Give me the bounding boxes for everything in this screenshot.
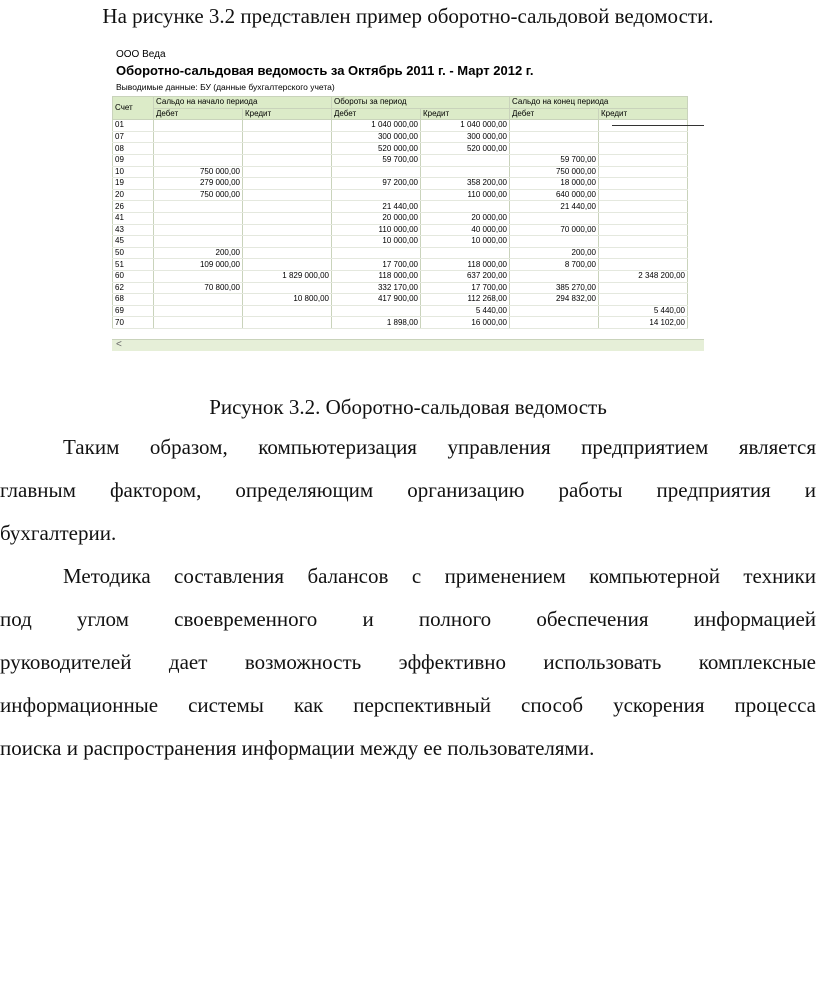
amount-cell[interactable]: 640 000,00: [510, 189, 599, 201]
amount-cell[interactable]: [243, 143, 332, 155]
account-cell[interactable]: 51: [113, 259, 154, 271]
header-turnover-debit[interactable]: Дебет: [332, 108, 421, 120]
amount-cell[interactable]: 294 832,00: [510, 294, 599, 306]
header-closing-balance[interactable]: Сальдо на конец периода: [510, 97, 688, 109]
table-row[interactable]: [113, 120, 688, 132]
header-closing-credit[interactable]: Кредит: [599, 108, 688, 120]
amount-cell[interactable]: 110 000,00: [332, 224, 421, 236]
amount-cell[interactable]: [599, 154, 688, 166]
scroll-left-icon[interactable]: <: [116, 339, 122, 350]
amount-cell[interactable]: [243, 131, 332, 143]
table-row[interactable]: [113, 236, 688, 248]
amount-cell[interactable]: [154, 131, 243, 143]
account-cell[interactable]: 09: [113, 154, 154, 166]
amount-cell[interactable]: 5 440,00: [599, 305, 688, 317]
amount-cell[interactable]: [599, 236, 688, 248]
amount-cell[interactable]: 10 800,00: [243, 294, 332, 306]
header-opening-debit[interactable]: Дебет: [154, 108, 243, 120]
amount-cell[interactable]: [154, 236, 243, 248]
amount-cell[interactable]: 750 000,00: [154, 189, 243, 201]
amount-cell[interactable]: [332, 189, 421, 201]
amount-cell[interactable]: [510, 131, 599, 143]
amount-cell[interactable]: [243, 282, 332, 294]
amount-cell[interactable]: 14 102,00: [599, 317, 688, 329]
amount-cell[interactable]: 70 800,00: [154, 282, 243, 294]
paragraph-2-line-1: Методика составления балансов с применением компьютерной техники: [63, 564, 816, 588]
amount-cell[interactable]: [599, 282, 688, 294]
amount-cell[interactable]: 59 700,00: [332, 154, 421, 166]
table-row[interactable]: [113, 247, 688, 259]
amount-cell[interactable]: [154, 212, 243, 224]
header-turnover-credit[interactable]: Кредит: [421, 108, 510, 120]
table-row[interactable]: [113, 189, 688, 201]
account-cell[interactable]: 50: [113, 247, 154, 259]
amount-cell[interactable]: 1 040 000,00: [332, 120, 421, 132]
amount-cell[interactable]: 279 000,00: [154, 178, 243, 190]
table-row[interactable]: [113, 282, 688, 294]
amount-cell[interactable]: 18 000,00: [510, 178, 599, 190]
amount-cell[interactable]: [510, 305, 599, 317]
header-account[interactable]: Счет: [113, 97, 154, 120]
amount-cell[interactable]: [510, 212, 599, 224]
amount-cell[interactable]: [243, 236, 332, 248]
account-cell[interactable]: 26: [113, 201, 154, 213]
amount-cell[interactable]: 5 440,00: [421, 305, 510, 317]
amount-cell[interactable]: 300 000,00: [332, 131, 421, 143]
amount-cell[interactable]: 10 000,00: [332, 236, 421, 248]
amount-cell[interactable]: 332 170,00: [332, 282, 421, 294]
table-divider-line: [612, 125, 704, 126]
amount-cell[interactable]: 70 000,00: [510, 224, 599, 236]
amount-cell[interactable]: 385 270,00: [510, 282, 599, 294]
amount-cell[interactable]: [154, 120, 243, 132]
table-row[interactable]: [113, 270, 688, 282]
table-row[interactable]: [113, 305, 688, 317]
amount-cell[interactable]: [243, 247, 332, 259]
amount-cell[interactable]: 16 000,00: [421, 317, 510, 329]
amount-cell[interactable]: [154, 224, 243, 236]
balance-sheet-figure: [112, 47, 704, 351]
paragraph-1-line-2: главным фактором, определяющим организацию работы предприятия и: [0, 478, 816, 502]
paragraph-1-line-3: бухгалтерии.: [0, 521, 117, 545]
figure-caption: Рисунок 3.2. Оборотно-сальдовая ведомость: [209, 395, 607, 419]
table-row[interactable]: [113, 212, 688, 224]
amount-cell[interactable]: [243, 120, 332, 132]
account-cell[interactable]: 68: [113, 294, 154, 306]
amount-cell[interactable]: [243, 178, 332, 190]
amount-cell[interactable]: 118 000,00: [421, 259, 510, 271]
amount-cell[interactable]: [599, 189, 688, 201]
amount-cell[interactable]: [599, 131, 688, 143]
amount-cell[interactable]: [154, 294, 243, 306]
account-cell[interactable]: 07: [113, 131, 154, 143]
amount-cell[interactable]: [510, 143, 599, 155]
table-row[interactable]: [113, 166, 688, 178]
amount-cell[interactable]: [243, 189, 332, 201]
amount-cell[interactable]: [510, 317, 599, 329]
amount-cell[interactable]: 750 000,00: [154, 166, 243, 178]
header-closing-debit[interactable]: Дебет: [510, 108, 599, 120]
amount-cell[interactable]: [599, 166, 688, 178]
amount-cell[interactable]: [243, 212, 332, 224]
account-cell[interactable]: 01: [113, 120, 154, 132]
account-cell[interactable]: 69: [113, 305, 154, 317]
paragraph-2-line-4: информационные системы как перспективный способ ускорения процесса: [0, 693, 816, 717]
account-cell[interactable]: 08: [113, 143, 154, 155]
amount-cell[interactable]: [243, 317, 332, 329]
amount-cell[interactable]: 1 829 000,00: [243, 270, 332, 282]
account-cell[interactable]: 10: [113, 166, 154, 178]
amount-cell[interactable]: [243, 154, 332, 166]
table-row[interactable]: [113, 143, 688, 155]
header-opening-balance[interactable]: Сальдо на начало периода: [154, 97, 332, 109]
account-cell[interactable]: 70: [113, 317, 154, 329]
amount-cell[interactable]: 2 348 200,00: [599, 270, 688, 282]
amount-cell[interactable]: 21 440,00: [510, 201, 599, 213]
amount-cell[interactable]: 200,00: [154, 247, 243, 259]
amount-cell[interactable]: 109 000,00: [154, 259, 243, 271]
amount-cell[interactable]: 520 000,00: [332, 143, 421, 155]
table-row[interactable]: [113, 131, 688, 143]
amount-cell[interactable]: 97 200,00: [332, 178, 421, 190]
horizontal-scrollbar[interactable]: [112, 339, 704, 351]
amount-cell[interactable]: 520 000,00: [421, 143, 510, 155]
amount-cell[interactable]: [599, 224, 688, 236]
shown-data-label: Выводимые данные: БУ (данные бухгалтерского учета): [116, 82, 335, 92]
amount-cell[interactable]: [599, 212, 688, 224]
amount-cell[interactable]: [510, 270, 599, 282]
amount-cell[interactable]: [154, 154, 243, 166]
table-row[interactable]: [113, 317, 688, 329]
paragraph-2-line-3: руководителей дает возможность эффективно использовать комплексные: [0, 650, 816, 674]
amount-cell[interactable]: 17 700,00: [332, 259, 421, 271]
amount-cell[interactable]: [510, 236, 599, 248]
amount-cell[interactable]: 750 000,00: [510, 166, 599, 178]
table-subheader-row: [113, 108, 688, 120]
amount-cell[interactable]: 110 000,00: [421, 189, 510, 201]
amount-cell[interactable]: 17 700,00: [421, 282, 510, 294]
table-row[interactable]: [113, 224, 688, 236]
amount-cell[interactable]: [510, 120, 599, 132]
amount-cell[interactable]: 417 900,00: [332, 294, 421, 306]
intro-sentence: На рисунке 3.2 представлен пример оборотно-сальдовой ведомости.: [102, 4, 714, 28]
amount-cell[interactable]: [243, 305, 332, 317]
table-row[interactable]: [113, 154, 688, 166]
amount-cell[interactable]: [599, 201, 688, 213]
amount-cell[interactable]: 1 040 000,00: [421, 120, 510, 132]
amount-cell[interactable]: [599, 178, 688, 190]
amount-cell[interactable]: [154, 305, 243, 317]
table-header-row: [113, 97, 688, 109]
amount-cell[interactable]: [243, 201, 332, 213]
paragraph-1-line-1: Таким образом, компьютеризация управления предприятием является: [63, 435, 816, 459]
amount-cell[interactable]: 118 000,00: [332, 270, 421, 282]
amount-cell[interactable]: [599, 259, 688, 271]
amount-cell[interactable]: [599, 143, 688, 155]
table-row[interactable]: [113, 178, 688, 190]
amount-cell[interactable]: 358 200,00: [421, 178, 510, 190]
amount-cell[interactable]: [243, 224, 332, 236]
amount-cell[interactable]: 200,00: [510, 247, 599, 259]
amount-cell[interactable]: [421, 166, 510, 178]
account-cell[interactable]: 19: [113, 178, 154, 190]
amount-cell[interactable]: 59 700,00: [510, 154, 599, 166]
amount-cell[interactable]: 20 000,00: [421, 212, 510, 224]
company-name: ООО Веда: [116, 49, 166, 60]
account-cell[interactable]: 43: [113, 224, 154, 236]
amount-cell[interactable]: 10 000,00: [421, 236, 510, 248]
amount-cell[interactable]: [154, 270, 243, 282]
amount-cell[interactable]: [243, 259, 332, 271]
amount-cell[interactable]: [154, 143, 243, 155]
account-cell[interactable]: 62: [113, 282, 154, 294]
header-turnover[interactable]: Обороты за период: [332, 97, 510, 109]
amount-cell[interactable]: 40 000,00: [421, 224, 510, 236]
amount-cell[interactable]: [421, 154, 510, 166]
report-title: Оборотно-сальдовая ведомость за Октябрь 2011 г. - Март 2012 г.: [116, 63, 534, 78]
account-cell[interactable]: 20: [113, 189, 154, 201]
amount-cell[interactable]: [332, 247, 421, 259]
table-row[interactable]: [113, 201, 688, 213]
amount-cell[interactable]: [332, 166, 421, 178]
account-cell[interactable]: 41: [113, 212, 154, 224]
amount-cell[interactable]: [332, 305, 421, 317]
amount-cell[interactable]: [243, 166, 332, 178]
amount-cell[interactable]: 112 268,00: [421, 294, 510, 306]
amount-cell[interactable]: 20 000,00: [332, 212, 421, 224]
amount-cell[interactable]: [421, 247, 510, 259]
paragraph-2-line-2: под углом своевременного и полного обеспечения информацией: [0, 607, 816, 631]
amount-cell[interactable]: [154, 201, 243, 213]
amount-cell[interactable]: 300 000,00: [421, 131, 510, 143]
table-row[interactable]: [113, 259, 688, 271]
table-row[interactable]: [113, 294, 688, 306]
turnover-balance-table: [112, 96, 688, 329]
amount-cell[interactable]: [599, 247, 688, 259]
account-cell[interactable]: 60: [113, 270, 154, 282]
amount-cell[interactable]: [421, 201, 510, 213]
header-opening-credit[interactable]: Кредит: [243, 108, 332, 120]
amount-cell[interactable]: 637 200,00: [421, 270, 510, 282]
paragraph-2-line-5: поиска и распространения информации между ее пользователями.: [0, 736, 595, 760]
amount-cell[interactable]: 1 898,00: [332, 317, 421, 329]
amount-cell[interactable]: [154, 317, 243, 329]
account-cell[interactable]: 45: [113, 236, 154, 248]
amount-cell[interactable]: 8 700,00: [510, 259, 599, 271]
amount-cell[interactable]: 21 440,00: [332, 201, 421, 213]
amount-cell[interactable]: [599, 294, 688, 306]
